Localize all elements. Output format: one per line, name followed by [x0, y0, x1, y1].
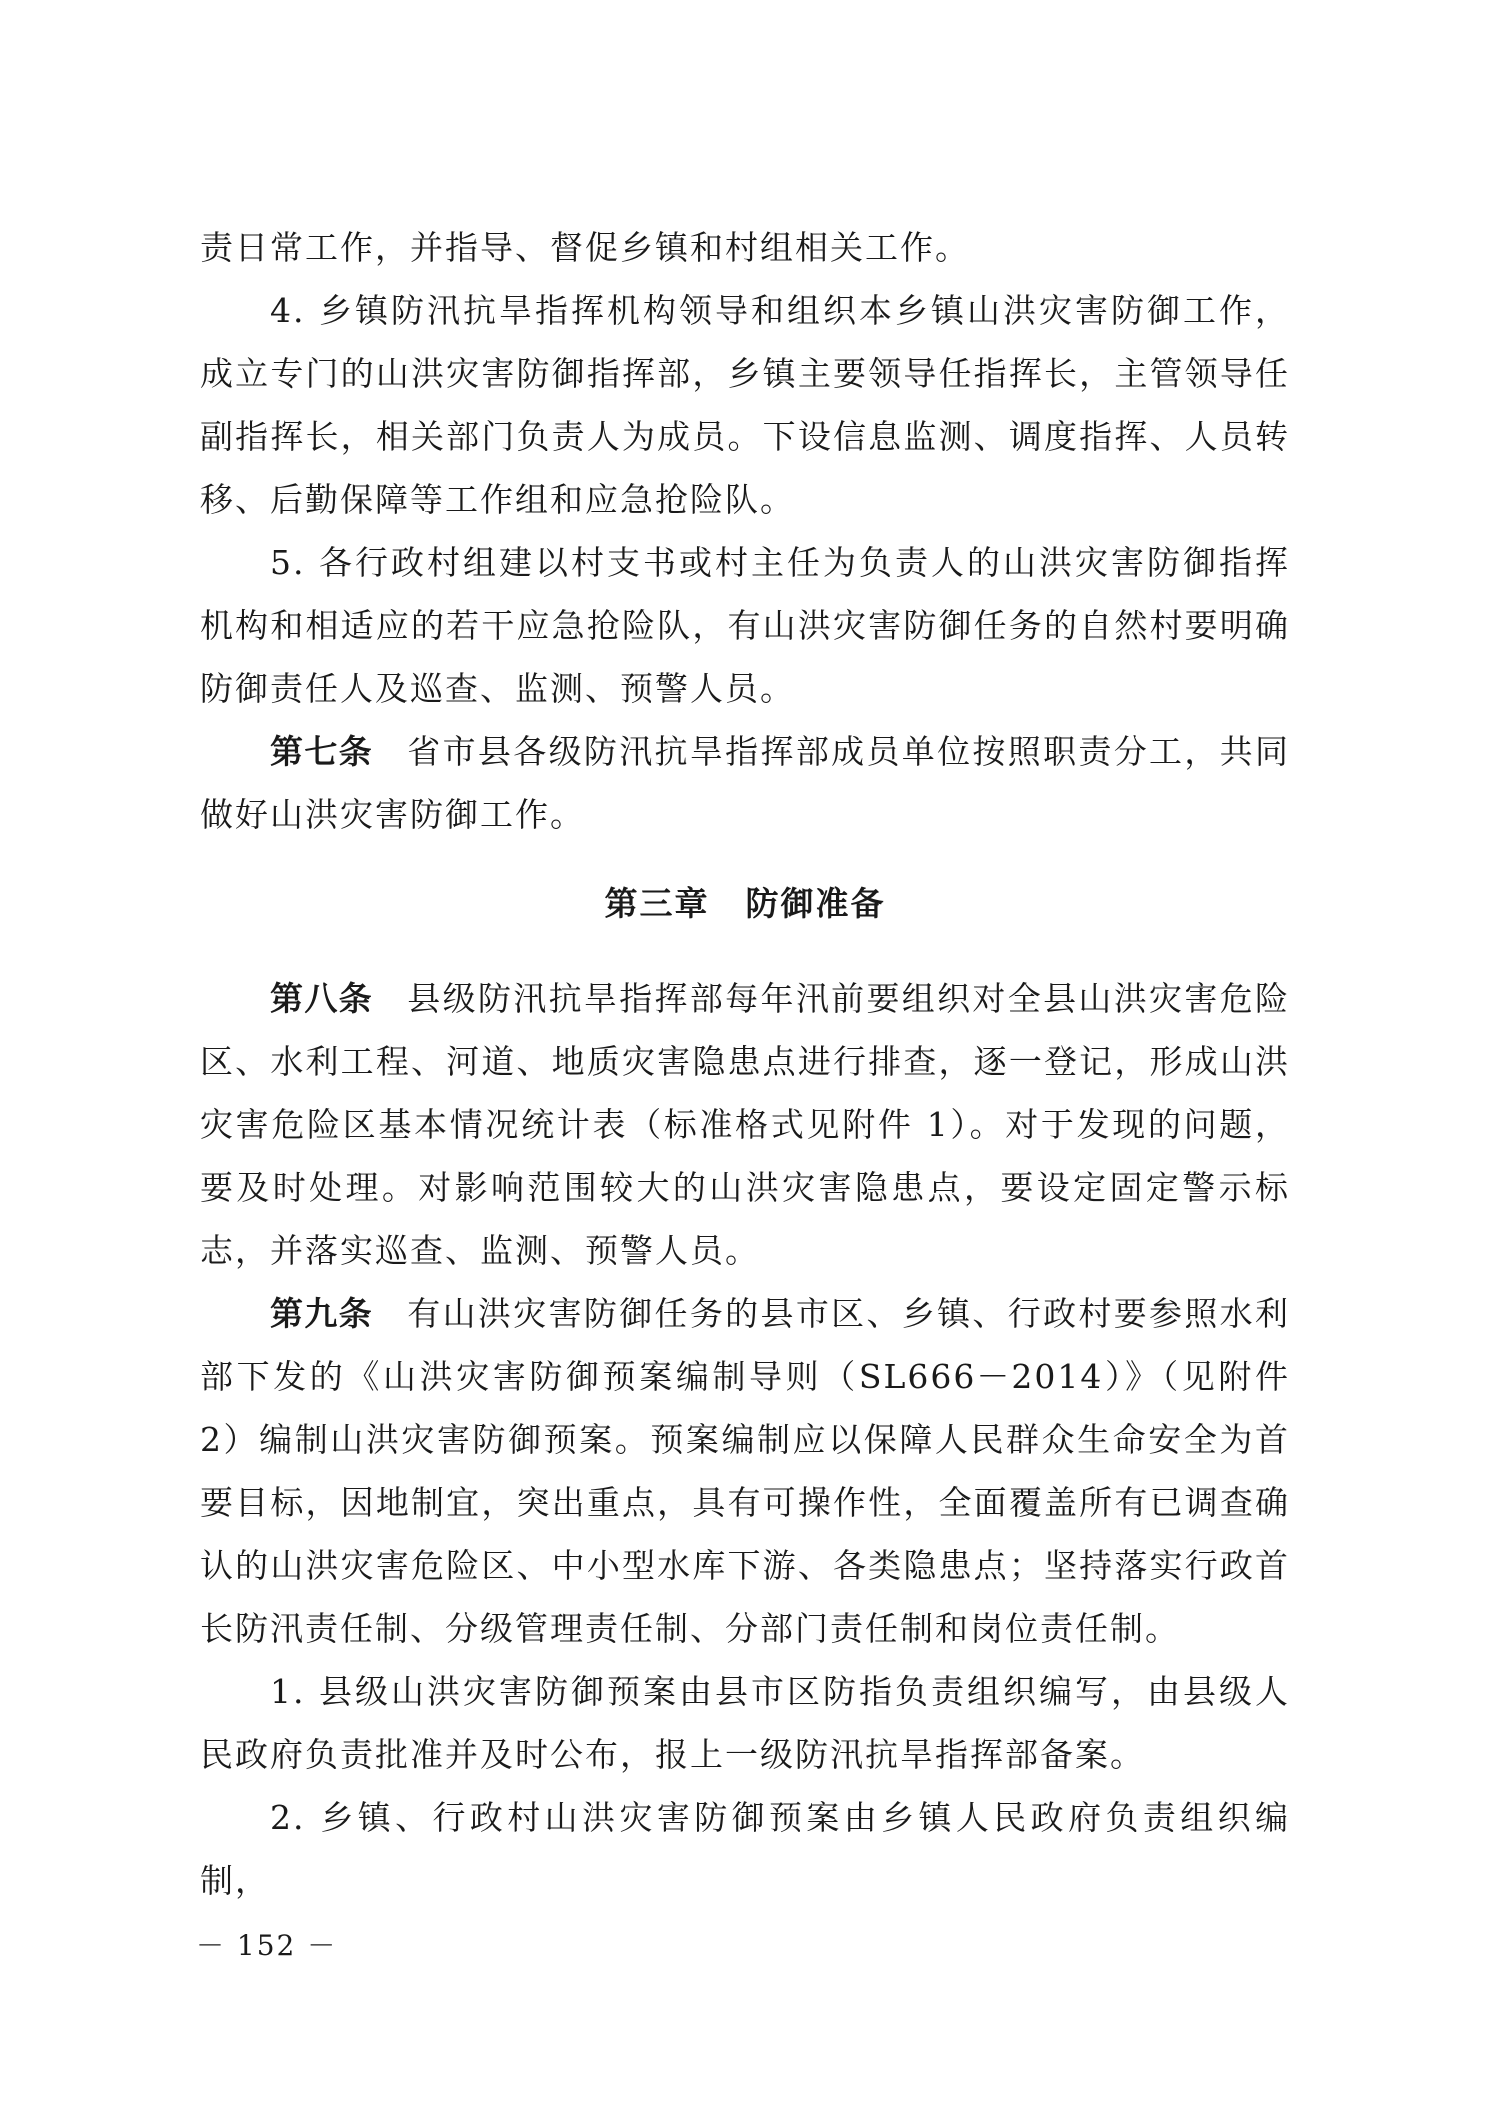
article-title: 第八条: [270, 979, 373, 1018]
paragraph-item-5: [200, 531, 1290, 720]
article-9: [200, 1282, 1290, 1660]
page-number: － 152 －: [196, 1929, 338, 1962]
paragraph-item-2: [200, 1786, 1290, 1912]
article-title: 第九条: [270, 1294, 373, 1333]
paragraph-text: 4. 乡镇防汛抗旱指挥机构领导和组织本乡镇山洪灾害防御工作，成立专门的山洪灾害防御指挥部，乡镇主要领导任指挥长，主管领导任副指挥长，相关部门负责人为成员。下设信息监测、调度指挥、人员转移、后勤保障等工作组和应急抢险队。: [200, 291, 1290, 519]
paragraph-text: 5. 各行政村组建以村支书或村主任为负责人的山洪灾害防御指挥机构和相适应的若干应急抢险队，有山洪灾害防御任务的自然村要明确防御责任人及巡查、监测、预警人员。: [200, 543, 1290, 708]
article-7: [200, 720, 1290, 846]
page-body: [200, 216, 1290, 1912]
chapter-number: 第三章: [604, 884, 710, 923]
paragraph-item-1: [200, 1660, 1290, 1786]
paragraph-text: 2. 乡镇、行政村山洪灾害防御预案由乡镇人民政府负责组织编制，: [200, 1798, 1290, 1900]
paragraph-text: 省市县各级防汛抗旱指挥部成员单位按照职责分工，共同做好山洪灾害防御工作。: [200, 732, 1291, 834]
chapter-heading: [200, 872, 1290, 935]
article-8: [200, 967, 1290, 1282]
paragraph-text: 有山洪灾害防御任务的县市区、乡镇、行政村要参照水利部下发的《山洪灾害防御预案编制导则（SL666－2014）》（见附件 2）编制山洪灾害防御预案。预案编制应以保障人民群众生命安全为首要目标，因地制宜，突出重点，具有可操作性，全面覆盖所有已调查确认的山洪灾害危险区、中小型水库下游、各类隐患点；坚持落实行政首长防汛责任制、分级管理责任制、分部门责任制和岗位责任制。: [200, 1294, 1291, 1648]
paragraph-text: 县级防汛抗旱指挥部每年汛前要组织对全县山洪灾害危险区、水利工程、河道、地质灾害隐患点进行排查，逐一登记，形成山洪灾害危险区基本情况统计表（标准格式见附件 1）。对于发现的问题，要及时处理。对影响范围较大的山洪灾害隐患点，要设定固定警示标志，并落实巡查、监测、预警人员。: [200, 979, 1291, 1270]
paragraph-text: 1. 县级山洪灾害防御预案由县市区防指负责组织编写，由县级人民政府负责批准并及时公布，报上一级防汛抗旱指挥部备案。: [200, 1672, 1290, 1774]
paragraph-text: 责日常工作，并指导、督促乡镇和村组相关工作。: [200, 228, 970, 267]
paragraph-item-4: [200, 279, 1290, 531]
article-title: 第七条: [270, 732, 373, 771]
paragraph-continuation: [200, 216, 1290, 279]
chapter-name: 防御准备: [745, 884, 886, 923]
